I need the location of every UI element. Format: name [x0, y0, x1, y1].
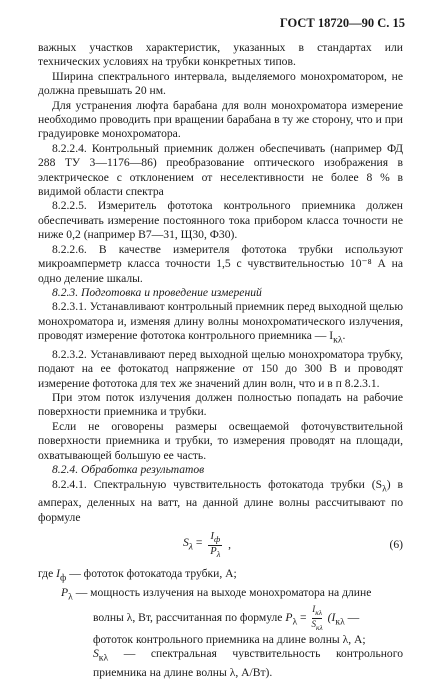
- definition-2: $P_\lambda$ — мощность излучения на выходе монохроматора на длине: [61, 585, 372, 603]
- paragraph: 8.2.2.5. Измеритель фототока контрольного приемника должен обеспечивать измерение постоянного тока прибором класса точности не ниже 0,2 (например В7—31, Щ30, Ф30).: [38, 199, 403, 242]
- document-body: [38, 41, 403, 681]
- paragraph: Если не оговорены размеры освещаемой фоточувствительной поверхности приемника и трубки, то измерения проводят на площади, охватывающей большую ее часть.: [38, 419, 403, 462]
- paragraph: Для устранения люфта барабана для волн монохроматора измерение необходимо проводить при вращении барабана в ту же сторону, что и при градуировке монохроматора.: [38, 98, 403, 141]
- equation-number: (6): [389, 538, 403, 552]
- formula: $S_\lambda$ = $\frac{I_ф}{P_\lambda}$ ,: [183, 531, 232, 560]
- section-heading: 8.2.3. Подготовка и проведение измерений: [52, 285, 262, 299]
- definition-3: фототок контрольного приемника на длине волны λ, А;: [93, 633, 366, 647]
- paragraph: 8.2.4.1. Спектральную чувствительность фотокатода трубки $(S_\lambda)$ в амперах, деленных на ватт, на данной длине волны рассчитывают по формуле: [38, 477, 404, 524]
- formula-6: [38, 529, 403, 563]
- paragraph: 8.2.2.6. В качестве измерителя фототока трубки используют микроамперметр класса точности 1,5 с чувствительностью 10⁻⁸ А на одно деление шкалы.: [38, 242, 403, 285]
- definition-1: где $I_ф$ — фототок фотокатода трубки, А;: [38, 567, 237, 584]
- definition-4: $S_{к\lambda}$ — спектральная чувствительность контрольного приемника на длине волны λ, А/Вт).: [93, 647, 403, 680]
- definitions: [38, 567, 403, 681]
- paragraph: 8.2.3.1. Устанавливают контрольный приемник перед выходной щелью монохроматора и, изменяя длину волны монохроматического излучения, проводят измерение фототока контрольного приемника — $I_{к\lambda}$.: [38, 300, 403, 346]
- paragraph: При этом поток излучения должен полностью попадать на рабочие поверхности приемника и трубки.: [38, 391, 403, 419]
- definition-2-continued: волны λ, Вт, рассчитанная по формуле $P_\lambda$ = $\frac{I_{к\lambda}}{S_{к\lambda}}$ ($I_{к\lambda}$ —: [93, 604, 360, 633]
- page-header: ГОСТ 18720—90 С. 15: [279, 16, 405, 30]
- paragraph: важных участков характеристик, указанных в стандартах или технических условиях на трубки конкретных типов.: [38, 41, 403, 69]
- paragraph: 8.2.3.2. Устанавливают перед выходной щелью монохроматора трубку, подают на ее фотокатод напряжение от 150 до 300 В и проводят измерение фототока для тех же значений длин волн, что и в п 8.2.3.1.: [38, 347, 403, 390]
- paragraph: 8.2.2.4. Контрольный приемник должен обеспечивать (например ФД 288 ТУ 3—1176—86) преобразование оптического изображения в электрическое с отклонением от неселективности не более 8 % в видимой области спектра: [38, 141, 403, 199]
- section-heading: 8.2.4. Обработка результатов: [52, 463, 205, 477]
- paragraph: Ширина спектрального интервала, выделяемого монохроматором, не должна превышать 20 нм.: [38, 69, 403, 98]
